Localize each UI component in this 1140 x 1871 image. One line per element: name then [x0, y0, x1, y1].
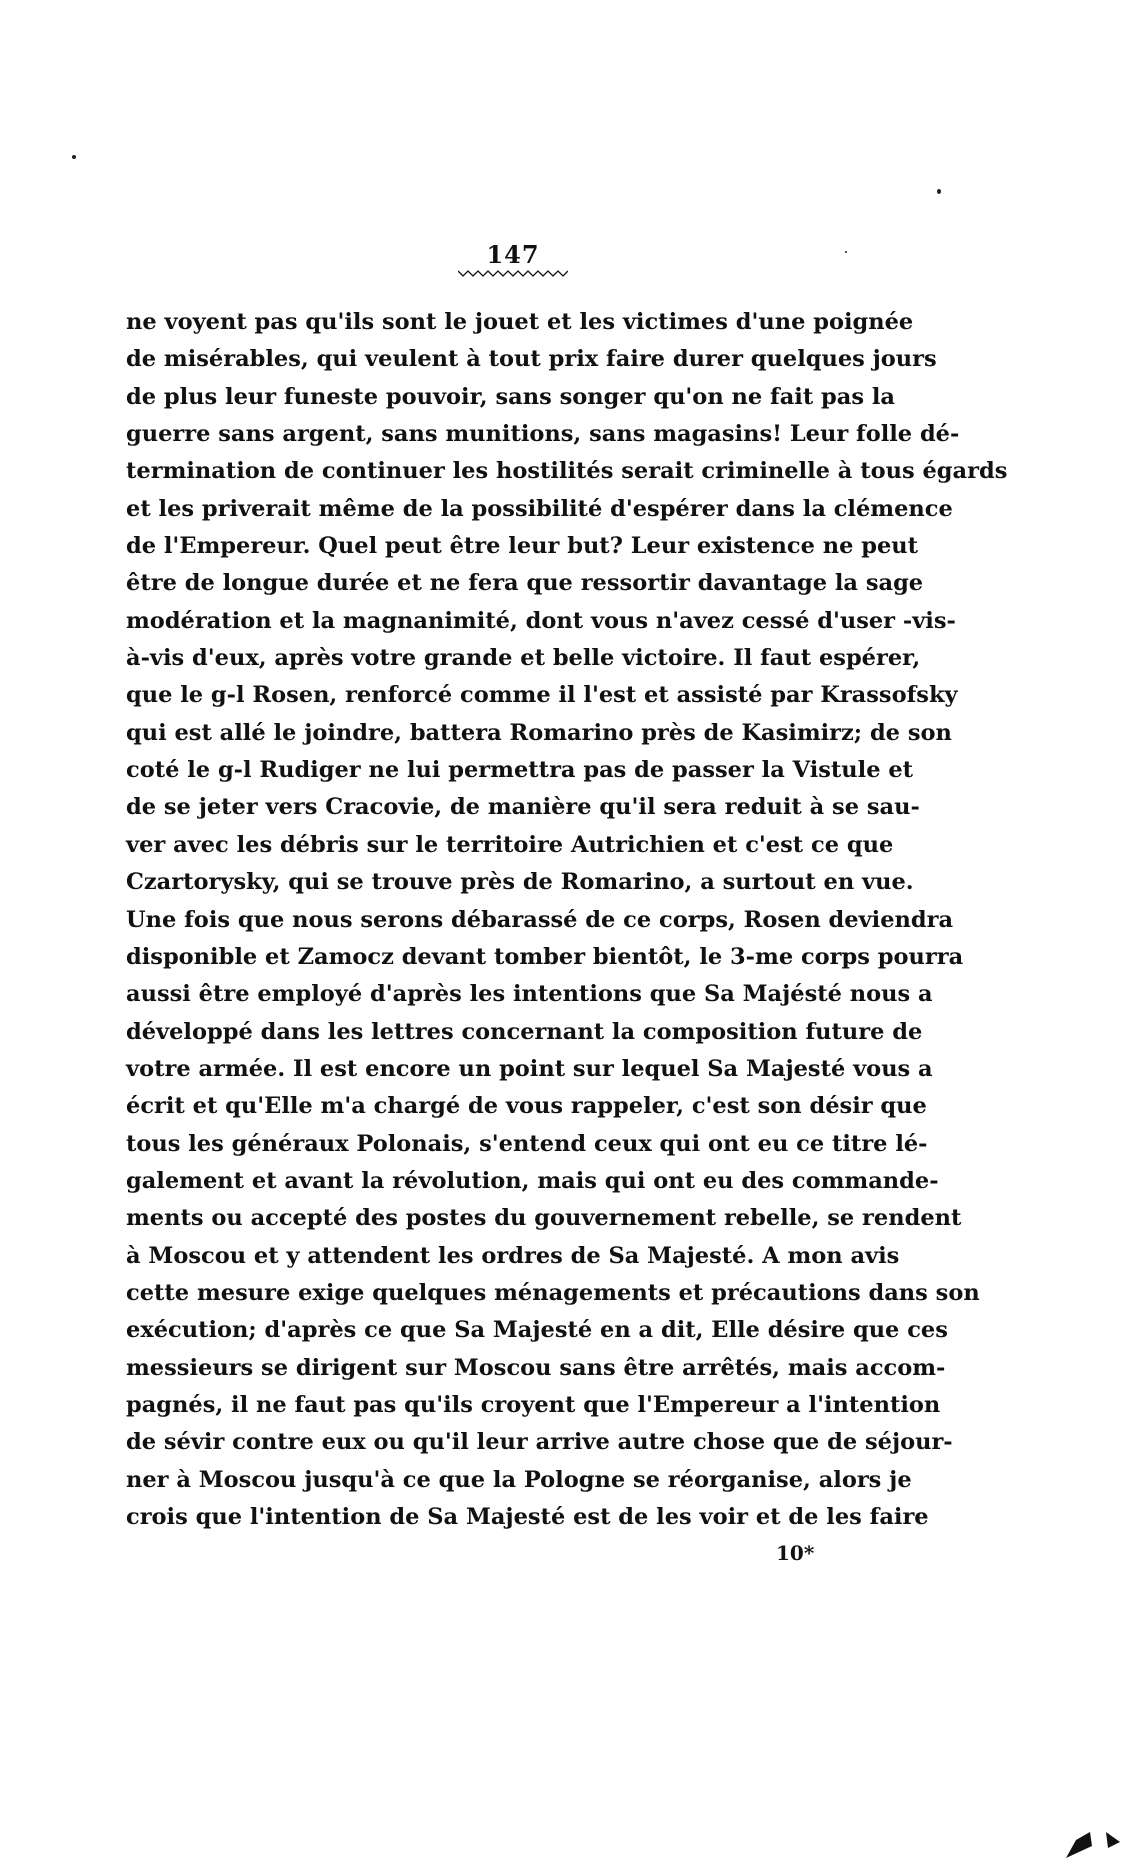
page-number-ornament	[458, 268, 568, 278]
text-line: messieurs se dirigent sur Moscou sans être arrêtés, mais accom-	[126, 1354, 946, 1381]
text-line: à-vis d'eux, après votre grande et belle victoire. Il faut espérer,	[126, 645, 921, 672]
signature-mark: 10*	[776, 1541, 815, 1565]
text-line: ver avec les débris sur le territoire Autrichien et c'est ce que	[126, 831, 894, 858]
text-line: de l'Empereur. Quel peut être leur but? Leur existence ne peut	[126, 533, 919, 560]
text-line: Czartorysky, qui se trouve près de Romarino, a surtout en vue.	[126, 869, 914, 896]
text-line: ne voyent pas qu'ils sont le jouet et les victimes d'une poignée	[126, 309, 914, 335]
body-text	[126, 304, 1008, 1536]
text-line: de misérables, qui veulent à tout prix faire durer quelques jours	[126, 346, 937, 373]
text-line: être de longue durée et ne fera que ressortir davantage la sage	[126, 570, 924, 597]
text-line: ments ou accepté des postes du gouvernement rebelle, se rendent	[126, 1205, 962, 1232]
text-line: crois que l'intention de Sa Majesté est de les voir et de les faire	[126, 1504, 929, 1530]
text-line: que le g-l Rosen, renforcé comme il l'est et assisté par Krassofsky	[126, 682, 958, 709]
text-line: de sévir contre eux ou qu'il leur arrive autre chose que de séjour-	[126, 1429, 953, 1456]
text-line: coté le g-l Rudiger ne lui permettra pas de passer la Vistule et	[126, 757, 914, 784]
scan-speck	[72, 155, 76, 159]
text-line: Une fois que nous serons débarassé de ce corps, Rosen deviendra	[126, 906, 954, 933]
text-line: modération et la magnanimité, dont vous n'avez cessé d'user -vis-	[126, 607, 956, 634]
text-line: pagnés, il ne faut pas qu'ils croyent que l'Empereur a l'intention	[126, 1391, 941, 1418]
text-line: cette mesure exige quelques ménagements et précautions dans son	[126, 1279, 980, 1306]
scan-speck	[845, 251, 847, 253]
text-line: ner à Moscou jusqu'à ce que la Pologne se réorganise, alors je	[126, 1466, 912, 1493]
text-line: à Moscou et y attendent les ordres de Sa Majesté. A mon avis	[126, 1242, 900, 1269]
text-line: votre armée. Il est encore un point sur lequel Sa Majesté vous a	[126, 1055, 933, 1082]
text-line: qui est allé le joindre, battera Romarino près de Kasimirz; de son	[126, 719, 952, 746]
text-line: aussi être employé d'après les intentions que Sa Majésté nous a	[126, 981, 933, 1008]
scan-corner-mark	[1064, 1818, 1124, 1860]
text-line: exécution; d'après ce que Sa Majesté en a dit, Elle désire que ces	[126, 1317, 948, 1344]
text-line: disponible et Zamocz devant tomber bientôt, le 3-me corps pourra	[126, 943, 964, 970]
scan-speck	[937, 189, 941, 194]
text-line: développé dans les lettres concernant la composition future de	[126, 1018, 923, 1045]
text-line: de se jeter vers Cracovie, de manière qu'il sera reduit à se sau-	[126, 794, 920, 821]
text-line: termination de continuer les hostilités serait criminelle à tous égards	[126, 458, 1008, 485]
text-line: tous les généraux Polonais, s'entend ceux qui ont eu ce titre lé-	[126, 1130, 928, 1157]
text-line: galement et avant la révolution, mais qui ont eu des commande-	[126, 1167, 939, 1194]
text-line: et les priverait même de la possibilité d'espérer dans la clémence	[126, 495, 953, 522]
text-line: écrit et qu'Elle m'a chargé de vous rappeler, c'est son désir que	[126, 1093, 927, 1120]
page-number: 147	[486, 240, 540, 269]
text-line: guerre sans argent, sans munitions, sans magasins! Leur folle dé-	[126, 421, 960, 448]
text-line: de plus leur funeste pouvoir, sans songer qu'on ne fait pas la	[126, 383, 895, 410]
